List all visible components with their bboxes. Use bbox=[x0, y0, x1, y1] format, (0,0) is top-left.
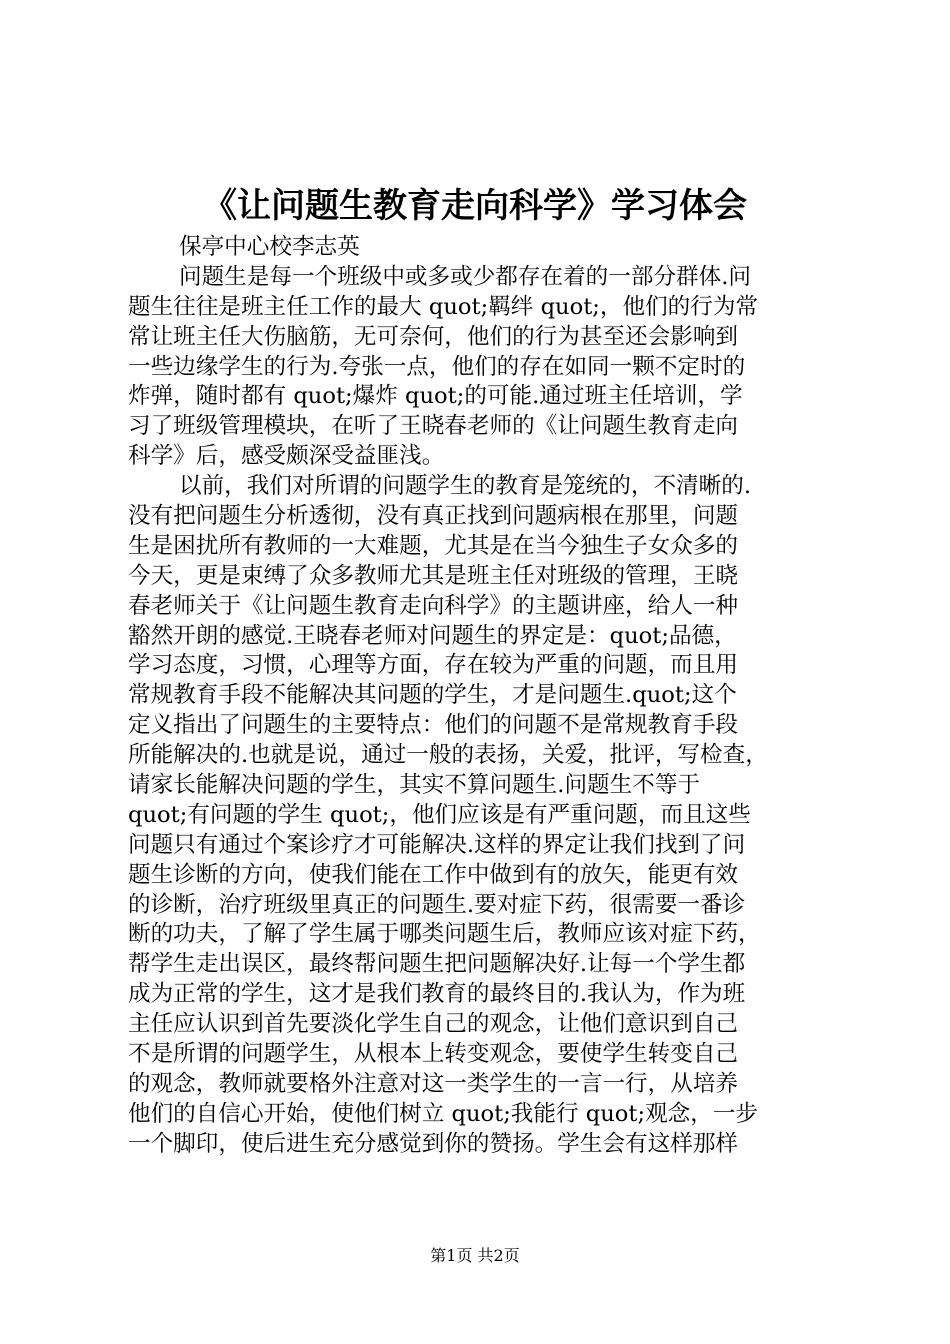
body-line: 以前，我们对所谓的问题学生的教育是笼统的，不清晰的. bbox=[179, 473, 752, 500]
body-line: 成为正常的学生，这才是我们教育的最终目的.我认为，作为班 bbox=[128, 981, 746, 1008]
body-line: 今天，更是束缚了众多教师尤其是班主任对班级的管理，王晓 bbox=[128, 562, 739, 589]
body-line: 炸弹，随时都有 quot;爆炸 quot;的可能.通过班主任培训，学 bbox=[128, 383, 743, 410]
body-line: 所能解决的.也就是说，通过一般的表扬，关爱，批评，写检查， bbox=[128, 742, 768, 769]
body-line: 定义指出了问题生的主要特点：他们的问题不是常规教育手段 bbox=[128, 712, 739, 739]
body-line: quot;有问题的学生 quot;，他们应该是有严重问题，而且这些 bbox=[128, 801, 751, 828]
body-line: 一个脚印，使后进生充分感觉到你的赞扬。学生会有这样那样 bbox=[128, 1130, 739, 1157]
body-line: 没有把问题生分析透彻，没有真正找到问题病根在那里，问题 bbox=[128, 503, 739, 530]
page-number-footer: 第1页 共2页 bbox=[430, 1246, 520, 1265]
body-line: 常规教育手段不能解决其问题的学生，才是问题生.quot;这个 bbox=[128, 682, 737, 709]
body-line: 题生诊断的方向，使我们能在工作中做到有的放矢，能更有效 bbox=[128, 861, 739, 888]
body-line: 的诊断，治疗班级里真正的问题生.要对症下药，很需要一番诊 bbox=[128, 891, 746, 918]
body-line: 生是困扰所有教师的一大难题，尤其是在当今独生子女众多的 bbox=[128, 532, 739, 559]
body-line: 一些边缘学生的行为.夸张一点，他们的存在如同一颗不定时的 bbox=[128, 353, 746, 380]
body-line: 请家长能解决问题的学生，其实不算问题生.问题生不等于 bbox=[128, 772, 701, 799]
body-line: 学习态度，习惯，心理等方面，存在较为严重的问题，而且用 bbox=[128, 652, 739, 679]
document-body bbox=[128, 233, 828, 1160]
body-line: 问题只有通过个案诊疗才可能解决.这样的界定让我们找到了问 bbox=[128, 831, 746, 858]
body-line: 的观念，教师就要格外注意对这一类学生的一言一行，从培养 bbox=[128, 1070, 739, 1097]
body-line: 常让班主任大伤脑筋，无可奈何，他们的行为甚至还会影响到 bbox=[128, 323, 739, 350]
body-line: 断的功夫，了解了学生属于哪类问题生后，教师应该对症下药， bbox=[128, 921, 761, 948]
body-line: 春老师关于《让问题生教育走向科学》的主题讲座，给人一种 bbox=[128, 592, 739, 619]
body-line: 科学》后，感受颇深受益匪浅。 bbox=[128, 443, 445, 470]
document-title: 《让问题生教育走向科学》学习体会 bbox=[203, 186, 747, 226]
body-line: 主任应认识到首先要淡化学生自己的观念，让他们意识到自己 bbox=[128, 1011, 739, 1038]
body-line: 习了班级管理模块，在听了王晓春老师的《让问题生教育走向 bbox=[128, 413, 739, 440]
body-line: 帮学生走出误区，最终帮问题生把问题解决好.让每一个学生都 bbox=[128, 951, 746, 978]
author-line: 保亭中心校李志英 bbox=[179, 234, 360, 260]
body-line: 他们的自信心开始，使他们树立 quot;我能行 quot;观念，一步 bbox=[128, 1100, 759, 1127]
body-line: 不是所谓的问题学生，从根本上转变观念，要使学生转变自己 bbox=[128, 1041, 739, 1068]
body-line: 豁然开朗的感觉.王晓春老师对问题生的界定是：quot;品德， bbox=[128, 622, 737, 649]
body-line: 题生往往是班主任工作的最大 quot;羁绊 quot;，他们的行为常 bbox=[128, 293, 759, 320]
body-line: 问题生是每一个班级中或多或少都存在着的一部分群体.问 bbox=[179, 263, 752, 290]
